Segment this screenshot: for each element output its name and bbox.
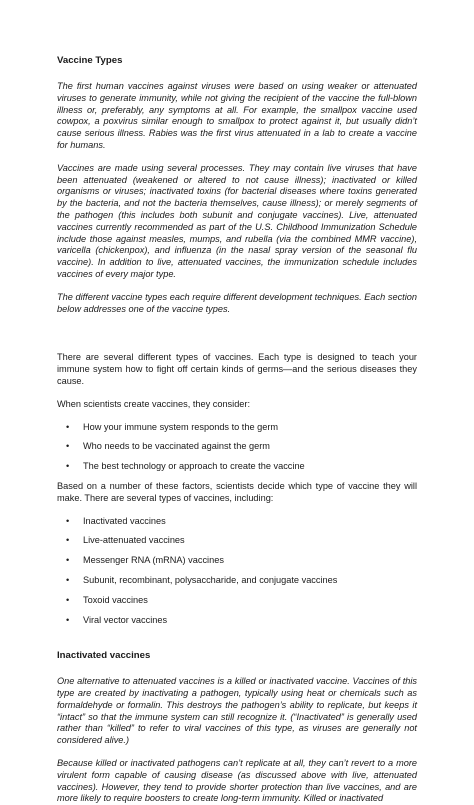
paragraph-first-vaccines: The first human vaccines against viruses were based on using weaker or attenuated viruses to generate immunity, while not giving the recipient of the vaccine the full-blown illness or, preferably, any symptoms at all. For example, the smallpox vaccine used cowpox, a poxvirus similar enough to smallpox to protect against it, but usually didn’t cause serious illness. Rabies was the first virus attenuated in a lab to create a vaccine for humans. <box>57 81 417 150</box>
list-item <box>57 535 417 547</box>
list-item <box>57 575 417 587</box>
list-item <box>57 615 417 627</box>
list-item-text: How your immune system responds to the germ <box>83 421 279 432</box>
paragraph-inactivated-limitations: Because killed or inactivated pathogens can’t replicate at all, they can’t revert to a more virulent form capable of causing disease (as discussed above with live, attenuated vaccines). However, they tend to provide shorter protection than live vaccines, and are more likely to require boosters to create long-term immunity. Killed or inactivated <box>57 758 417 804</box>
bullet-icon: • <box>66 441 70 452</box>
list-item-text: Inactivated vaccines <box>83 515 166 526</box>
bullet-icon: • <box>66 594 70 605</box>
bullet-icon: • <box>66 555 70 566</box>
vaccine-types-list <box>57 516 417 627</box>
list-item-text: Messenger RNA (mRNA) vaccines <box>83 555 224 566</box>
considerations-list <box>57 422 417 473</box>
list-item <box>57 461 417 473</box>
list-item <box>57 422 417 434</box>
paragraph-types-intro: There are several different types of vaccines. Each type is designed to teach your immune system how to fight off certain kinds of germs—and the serious diseases they cause. <box>57 352 417 386</box>
bullet-icon: • <box>66 461 70 472</box>
bullet-icon: • <box>66 614 70 625</box>
paragraph-vaccine-processes: Vaccines are made using several processes. They may contain live viruses that have been attenuated (weakened or altered to not cause illness); inactivated or killed organisms or viruses; inactivated toxins (for bacterial diseases where toxins generated by the bacteria, and not the bacteria themselves, cause illness); or merely segments of the pathogen (this includes both subunit and conjugate vaccines). Live, attenuated vaccines currently recommended as part of the U.S. Childhood Immunization Schedule include those against measles, mumps, and rubella (via the combined MMR vaccine), varicella (chickenpox), and influenza (in the nasal spray version of the seasonal flu vaccine). In addition to live, attenuated vaccines, the immunization schedule includes vaccines of every major type. <box>57 162 417 279</box>
list-item <box>57 555 417 567</box>
list-item-text: Live-attenuated vaccines <box>83 535 185 546</box>
paragraph-types-list-intro: Based on a number of these factors, scientists decide which type of vaccine they will make. There are several types of vaccines, including: <box>57 480 417 503</box>
bullet-icon: • <box>66 421 70 432</box>
section-heading-vaccine-types: Vaccine Types <box>57 55 123 66</box>
list-item <box>57 516 417 528</box>
section-heading-inactivated-vaccines: Inactivated vaccines <box>57 650 151 662</box>
list-item <box>57 441 417 453</box>
paragraph-inactivated-definition: One alternative to attenuated vaccines is a killed or inactivated vaccine. Vaccines of this type are created by inactivating a pathogen, typically using heat or chemicals such as formaldehyde or formalin. This destroys the pathogen’s ability to replicate, but keeps it “intact” so that the immune system can still recognize it. (“Inactivated” is generally used rather than “killed” to refer to viral vaccines of this type, as viruses are generally not considered alive.) <box>57 676 417 746</box>
list-item-text: Viral vector vaccines <box>83 614 168 625</box>
list-item-text: Who needs to be vaccinated against the germ <box>83 441 270 452</box>
list-item-text: The best technology or approach to create the vaccine <box>83 461 305 472</box>
bullet-icon: • <box>66 515 70 526</box>
list-item-text: Subunit, recombinant, polysaccharide, and conjugate vaccines <box>83 574 338 585</box>
paragraph-considerations-intro: When scientists create vaccines, they consider: <box>57 398 251 409</box>
list-item-text: Toxoid vaccines <box>83 594 148 605</box>
bullet-icon: • <box>66 574 70 585</box>
paragraph-development-techniques: The different vaccine types each require different development techniques. Each section below addresses one of the vaccine types. <box>57 291 417 314</box>
list-item <box>57 595 417 607</box>
spacer <box>57 326 417 352</box>
bullet-icon: • <box>66 535 70 546</box>
